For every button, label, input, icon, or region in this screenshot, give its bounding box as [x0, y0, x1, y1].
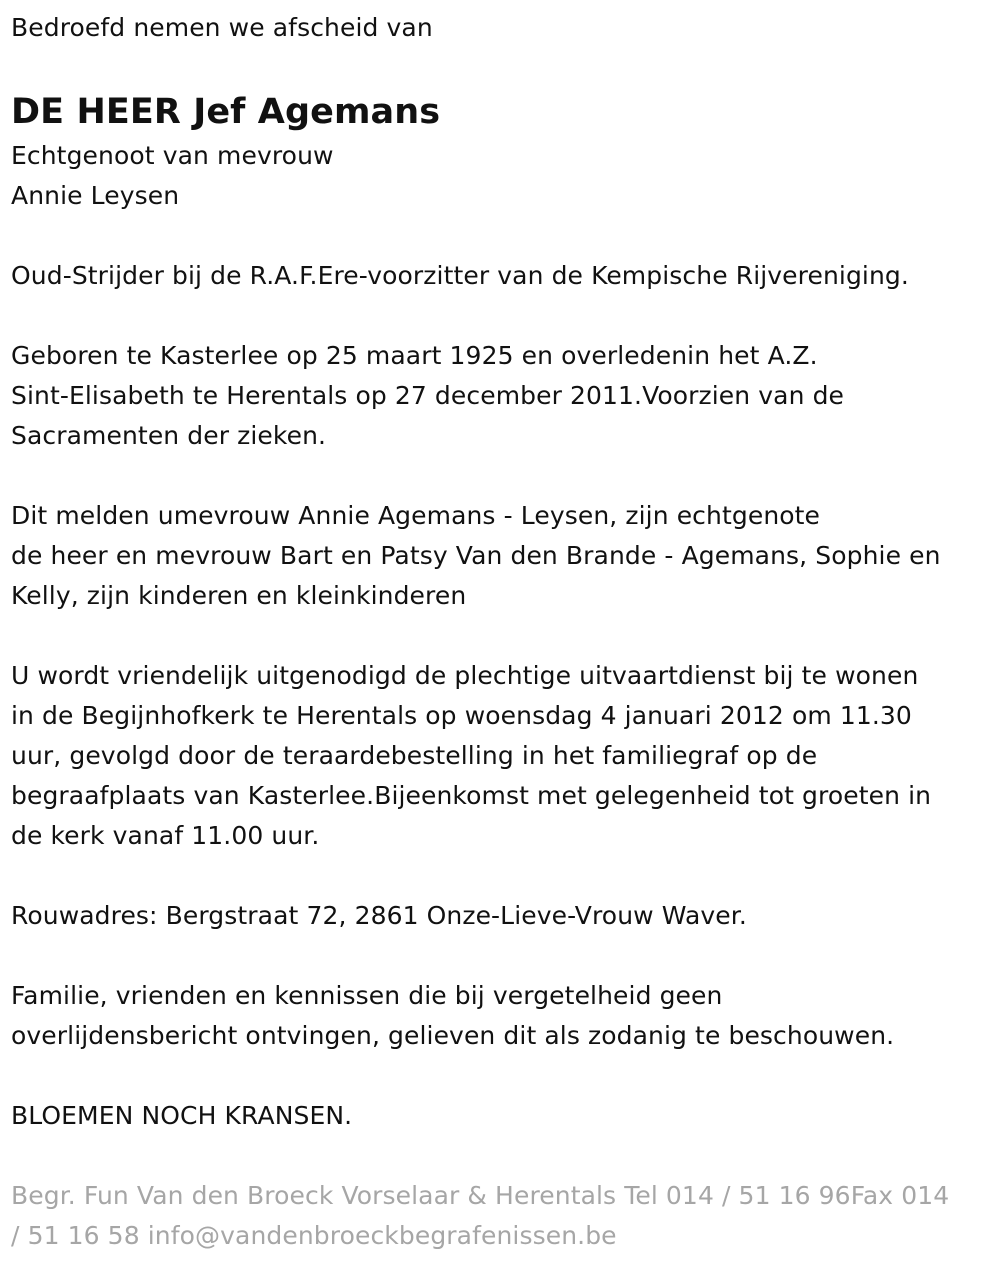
birth-death-line-3: Sacramenten der zieken. [11, 421, 327, 450]
deceased-name: DE HEER Jef Agemans [11, 92, 441, 132]
funeral-home-line-2: / 51 16 58 info@vandenbroeckbegrafenissen.be [11, 1221, 617, 1250]
birth-death-line-2: Sint-Elisabeth te Herentals op 27 december 2011.Voorzien van de [11, 381, 845, 410]
spacer [11, 1136, 993, 1176]
family-line-3: Kelly, zijn kinderen en kleinkinderen [11, 581, 467, 610]
spacer [11, 48, 993, 88]
flowers-text: BLOEMEN NOCH KRANSEN. [11, 1101, 353, 1130]
family-line-1: Dit melden umevrouw Annie Agemans - Leysen, zijn echtgenote [11, 501, 821, 530]
spouse-line-2: Annie Leysen [11, 181, 180, 210]
service-line-1: U wordt vriendelijk uitgenodigd de plechtige uitvaartdienst bij te wonen [11, 661, 919, 690]
spacer [11, 616, 993, 656]
address-text: Rouwadres: Bergstraat 72, 2861 Onze-Lieve-Vrouw Waver. [11, 901, 747, 930]
family-line-2: de heer en mevrouw Bart en Patsy Van den Brande - Agemans, Sophie en [11, 541, 941, 570]
obituary-notice [11, 8, 993, 1256]
intro-text: Bedroefd nemen we afscheid van [11, 13, 433, 42]
family-notice-line-1: Familie, vrienden en kennissen die bij vergetelheid geen [11, 981, 723, 1010]
spacer [11, 856, 993, 896]
spacer [11, 1056, 993, 1096]
career-text: Oud-Strijder bij de R.A.F.Ere-voorzitter van de Kempische Rijvereniging. [11, 261, 909, 290]
spacer [11, 456, 993, 496]
spouse-line-1: Echtgenoot van mevrouw [11, 141, 334, 170]
family-notice-line-2: overlijdensbericht ontvingen, gelieven dit als zodanig te beschouwen. [11, 1021, 895, 1050]
service-line-5: de kerk vanaf 11.00 uur. [11, 821, 320, 850]
funeral-home-line-1: Begr. Fun Van den Broeck Vorselaar & Herentals Tel 014 / 51 16 96Fax 014 [11, 1181, 950, 1210]
service-line-3: uur, gevolgd door de teraardebestelling in het familiegraf op de [11, 741, 818, 770]
service-line-4: begraafplaats van Kasterlee.Bijeenkomst met gelegenheid tot groeten in [11, 781, 932, 810]
spacer [11, 296, 993, 336]
birth-death-line-1: Geboren te Kasterlee op 25 maart 1925 en overledenin het A.Z. [11, 341, 818, 370]
spacer [11, 936, 993, 976]
service-line-2: in de Begijnhofkerk te Herentals op woensdag 4 januari 2012 om 11.30 [11, 701, 912, 730]
spacer [11, 216, 993, 256]
